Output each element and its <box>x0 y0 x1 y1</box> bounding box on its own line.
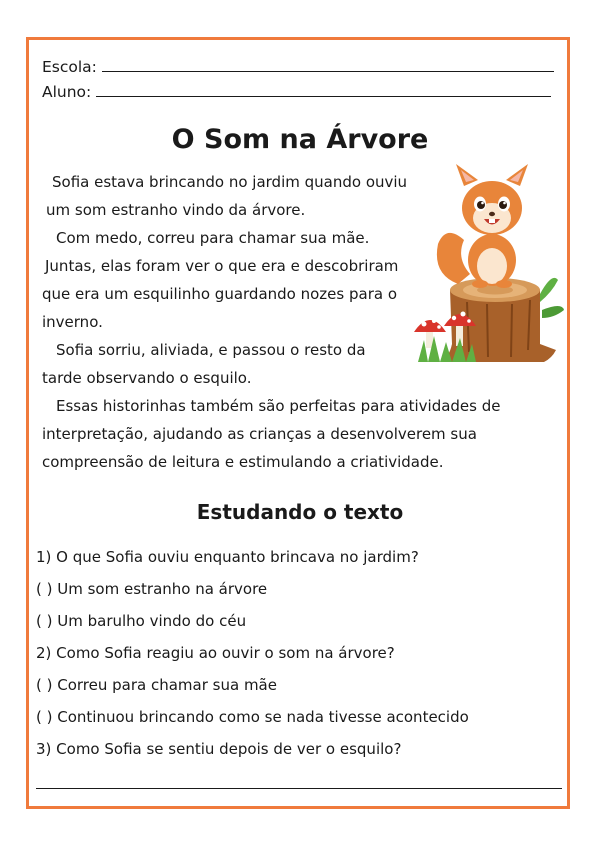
question-line: 1) O que Sofia ouviu enquanto brincava no jardim? <box>36 548 419 566</box>
story-line: um som estranho vindo da árvore. <box>46 201 306 219</box>
school-blank-line[interactable] <box>102 57 554 72</box>
story-line: que era um esquilinho guardando nozes para o <box>42 285 397 303</box>
answer-option[interactable]: ( ) Continuou brincando como se nada tivesse acontecido <box>36 708 469 726</box>
story-line: interpretação, ajudando as crianças a desenvolverem sua <box>42 425 477 443</box>
page-title: O Som na Árvore <box>171 124 429 155</box>
story-line: Sofia estava brincando no jardim quando ouviu <box>52 173 408 191</box>
story-line: Sofia sorriu, aliviada, e passou o resto da <box>56 341 366 359</box>
answer-option[interactable]: ( ) Um som estranho na árvore <box>36 580 268 598</box>
answer-blank-line[interactable] <box>36 788 562 789</box>
question-line: 2) Como Sofia reagiu ao ouvir o som na árvore? <box>36 644 395 662</box>
school-label: Escola: <box>42 58 97 76</box>
question-line: 3) Como Sofia se sentiu depois de ver o esquilo? <box>36 740 402 758</box>
school-field <box>42 57 554 77</box>
squirrel-illustration <box>412 162 567 372</box>
section-title: Estudando o texto <box>196 500 404 524</box>
story-line: tarde observando o esquilo. <box>42 369 252 387</box>
student-blank-line[interactable] <box>96 82 551 97</box>
student-field <box>42 82 551 102</box>
student-label: Aluno: <box>42 83 92 101</box>
story-line: inverno. <box>42 313 103 331</box>
story-line: Com medo, correu para chamar sua mãe. <box>56 229 370 247</box>
story-line: Juntas, elas foram ver o que era e descobriram <box>45 257 399 275</box>
story-line: Essas historinhas também são perfeitas para atividades de <box>56 397 501 415</box>
story-line: compreensão de leitura e estimulando a criatividade. <box>42 453 444 471</box>
answer-option[interactable]: ( ) Um barulho vindo do céu <box>36 612 247 630</box>
answer-option[interactable]: ( ) Correu para chamar sua mãe <box>36 676 277 694</box>
